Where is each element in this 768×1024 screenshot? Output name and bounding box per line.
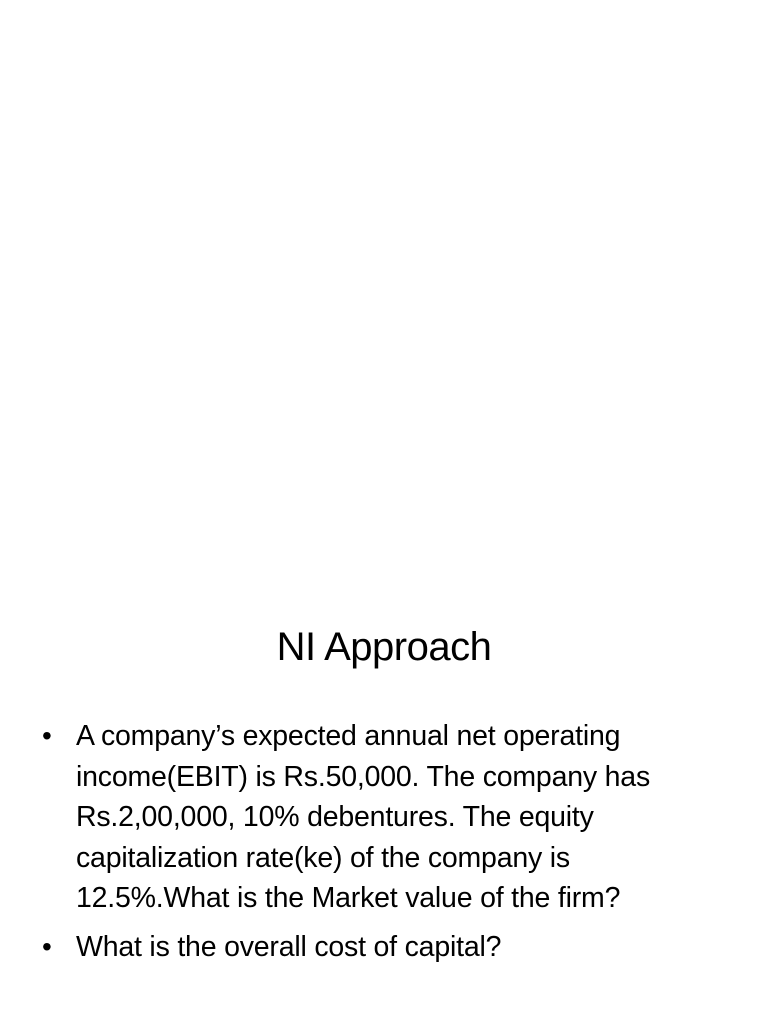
bullet-list [42,716,742,975]
bullet-marker: • [42,720,52,751]
bullet-line: 12.5%.What is the Market value of the firm? [76,882,621,914]
bullet-item-market-value [42,716,742,919]
bullet-line: What is the overall cost of capital? [76,930,502,963]
bullet-line: income(EBIT) is Rs.50,000. The company has [76,760,650,793]
slide-title: NI Approach [276,625,492,669]
bullet-line: capitalization rate(ke) of the company is [76,841,570,874]
bullet-item-cost-of-capital [42,927,742,968]
bullet-line: A company’s expected annual net operating [76,720,621,752]
bullet-line: Rs.2,00,000, 10% debentures. The equity [76,801,594,833]
bullet-marker: • [42,930,52,962]
